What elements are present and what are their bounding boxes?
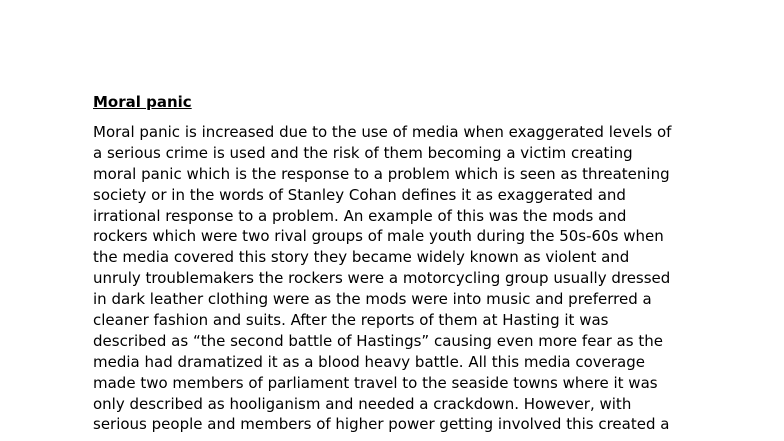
- paragraph-line: cleaner fashion and suits. After the reports of them at Hasting it was: [93, 311, 609, 330]
- paragraph-line: in dark leather clothing were as the mods were into music and preferred a: [93, 290, 652, 309]
- paragraph-line: Moral panic is increased due to the use of media when exaggerated levels of: [93, 123, 672, 141]
- paragraph-line: society or in the words of Stanley Cohan defines it as exaggerated and: [93, 185, 626, 204]
- paragraph-line: irrational response to a problem. An example of this was the mods and: [93, 206, 627, 225]
- paragraph-line: the media covered this story they became widely known as violent and: [93, 248, 630, 267]
- paragraph-line: unruly troublemakers the rockers were a motorcycling group usually dressed: [93, 269, 671, 288]
- paragraph-line: moral panic which is the response to a problem which is seen as threatening: [93, 164, 670, 183]
- paragraph-line: only described as hooliganism and needed a crackdown. However, with: [93, 394, 632, 413]
- paragraph-line: described as “the second battle of Hastings” causing even more fear as the: [93, 331, 663, 350]
- paragraph-line: a serious crime is used and the risk of them becoming a victim creating: [93, 143, 633, 162]
- body-paragraph: [93, 122, 763, 435]
- paragraph-line: serious people and members of higher power getting involved this created a: [93, 415, 670, 434]
- paragraph-line: made two members of parliament travel to the seaside towns where it was: [93, 373, 658, 392]
- section-heading: Moral panic: [93, 93, 192, 111]
- paragraph-line: media had dramatized it as a blood heavy battle. All this media coverage: [93, 352, 645, 371]
- paragraph-line: rockers which were two rival groups of male youth during the 50s-60s when: [93, 227, 664, 246]
